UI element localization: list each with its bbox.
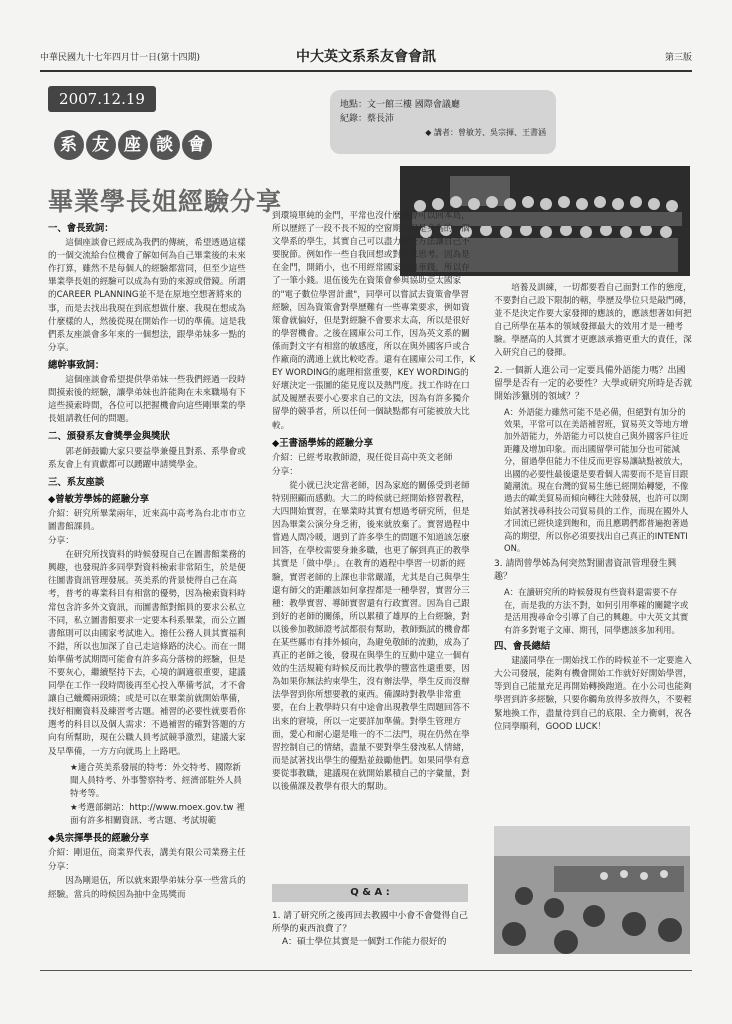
date-badge: 2007.12.19 bbox=[48, 86, 156, 112]
event-info-box bbox=[330, 90, 556, 154]
header-newsletter-title: 中大英文系系友會會訊 bbox=[296, 49, 436, 65]
section-title-char: 座 bbox=[118, 130, 148, 160]
paragraph: 建議同學在一開始找工作的時候並不一定要進入大公司發展，能夠有機會開始工作就好好開始學習，等到自己能量充足再開始轉換跑道。在小公司也能夠學習到許多經驗，只要你觸角放得多放得久，不要輕緊地換工作，盡量待到自己的底限、全力衝刺，祝各位同學順利，GOOD LUCK！ bbox=[494, 656, 692, 732]
qa-first-question bbox=[272, 910, 474, 949]
qa-question-1: 1. 請了研究所之後再回去教國中小會不會覺得自己所學的東西浪費了？ bbox=[272, 911, 468, 934]
main-title: 畢業學長姐經驗分享 bbox=[48, 187, 283, 216]
column-1 bbox=[48, 218, 248, 905]
heading-speaker-1: ◆曾敏芳學姊的經驗分享 bbox=[48, 493, 149, 505]
event-location: 地點：文一館三樓 國際會議廳 bbox=[340, 100, 460, 110]
paragraph: 到環境單純的金門，平常也沒什麼機會可以回本島，所以歷經了一段不長不短的空窗期，但是身為的一個文學系的學生，其實自己可以盡力找些方法讓自己不要脫節。例如作一些自我回想或對未來思考。因為是在金門，開銷小，也不用經常國家支出車錢，所以存了一筆小錢。退伍後先在資策會參與協助亞太國家的"電子數位學習計畫"，同學可以嘗試去資策會學習經驗，因為資策會對學歷難有一些專業要求，例如資策會就偏好，但是對經驗不會要求太高，所以是很好的學習機會。之後在國庫公司工作，因為英文系的關係而對文字有相當的敏感度，所以在與外國客戶或合作廠商的溝通上就比較吃香。還有在國庫公司工作，KEY WORDING的處理相當重要，KEY WORDING的好壞決定一張圖的能見度以及熱門度。找工作時在口試及履歷表要小心要求自己的文法，因為有許多獨介留學的競爭者，所以任何一個缺點都有可能被放大比較。 bbox=[272, 211, 476, 431]
heading-secretary-remarks: 總幹事致詞： bbox=[48, 359, 105, 371]
section-title-char: 會 bbox=[182, 130, 212, 160]
header-rule bbox=[40, 70, 692, 72]
section-title-char: 友 bbox=[86, 130, 116, 160]
heading-alumni-talk: 三、系友座談 bbox=[48, 476, 105, 488]
section-title bbox=[54, 130, 214, 160]
heading-speaker-2: ◆吳宗揮學長的經驗分享 bbox=[48, 833, 149, 845]
share-label: 分享： bbox=[48, 862, 74, 873]
column-2 bbox=[272, 210, 476, 797]
paragraph: 因為剛退伍，所以就來跟學弟妹分享一些當兵的經驗。當兵的時候因為抽中金馬獎而 bbox=[48, 876, 246, 900]
paragraph: 在研究所找資料的時候發現自己在圖書館業務的興趣，也發現許多同學對資料檢索非常陌生，於是便往圖書資訊管理發展。英美系的背景使得自己在高考，普考的專業科目有相當的優勢，因為檢索資料時常包含許多外文資訊，而圖書館對館員的要求公私立不同，私立圖書館要求一定要本科系畢業，而公立圖書館則可以由國家考試進入。擔任公務人員其實福利不錯，所以也加深了自己走這條路的決心。而在一開始準備考試期間可能會有許多高分落榜的經驗，但是不要灰心，繼續堅持下去，心境的調適很重要，建議同學在工作一段時間後再至心投入準備考試，才不會讓自己蠟燭兩頭燒；或是可以在畢業前就開始準備，找好相關資料及練習考古題。補習的必要性就要看你選考的科目以及個人需求：不過補習的確對答題的方向有所幫助，現在公職人員考試競爭激烈，建議大家及早準備，一方方向就馬上上路吧。 bbox=[48, 550, 246, 757]
paragraph: 這個座談會希望提供學弟妹一些我們經過一段時間摸索後的經驗，讓學弟妹也許能夠在未來職場有下這些摸索時間，各位可以把握機會向這些剛畢業的學長姐請教任何的問題。 bbox=[48, 375, 246, 425]
heading-closing-remarks: 四、會長總結 bbox=[494, 641, 551, 653]
heading-scholarship: 二、頒發系友會獎學金與獎狀 bbox=[48, 431, 170, 443]
qa-question-2: 2. 一個新人進公司一定要具備外語能力嗎？出國留學是否有一定的必要性？大學或研究所時是否就開始涉獵別的領域？？ bbox=[494, 365, 693, 402]
article-banner bbox=[48, 86, 283, 222]
speaker-intro: 介紹：剛退伍，商業界代表，講美有限公司業務主任 bbox=[48, 848, 246, 859]
footer-rule bbox=[40, 970, 692, 971]
seminar-photo-image bbox=[494, 826, 690, 954]
qa-heading: Q & A : bbox=[272, 884, 468, 902]
share-label: 分享： bbox=[48, 536, 74, 547]
heading-speaker-3: ◆王書涵學姊的經驗分享 bbox=[272, 437, 373, 449]
header-date-issue: 中華民國九十七年四月廿一日(第十四期) bbox=[40, 53, 201, 63]
speaker-intro: 介紹：研究所畢業兩年，近來高中高考為台北市市立圖書館課員。 bbox=[48, 508, 246, 532]
qa-answer-3: A：在讀研究所的時候發現有些資料還需要不存在，而是我的方法不對，如何引用準確的關鍵字或是活用搜尋命令引導了自己的興趣。中大英文其實有許多對電子文庫、期刊，同學應該多加利用。 bbox=[504, 587, 689, 635]
header-page-number: 第三版 bbox=[664, 53, 692, 63]
section-title-char: 系 bbox=[54, 130, 84, 160]
qa-answer-1: A：碩士學位其實是一個對工作能力很好的 bbox=[282, 937, 447, 947]
paragraph: 這個座談會已經成為我們的傳統，希望透過這樣的一個交流給台位機會了解如何為自己畢業後的未來作打算，雖然不是每個人的經驗都當同，但至少這些畢業學長姐的經驗可以成為有勁的來源或借鏡。所謂的CAREER PLANNING並不是在原地空想著將來的事，而是去找出我現在到底想做什麼、我現在想成為什麼樣的人，然後從現在開始作一切的準備。這是我們系友座談會多年來的一個想法，跟學弟妹多一點的分享。 bbox=[48, 238, 246, 353]
qa-question-3: 3. 請問曾學姊為何突然對圖書資訊管理發生興趣？ bbox=[494, 559, 677, 583]
seminar-photo bbox=[494, 826, 690, 954]
page-header bbox=[40, 46, 692, 68]
event-recorder: 紀錄：蔡長沛 bbox=[340, 114, 395, 124]
event-speakers: ◆ 講者：曾敏芳、吳宗揮、王書涵 bbox=[425, 128, 546, 137]
paragraph: 培養及訓練，一切都要看自己面對工作的態度，不要對自己設下限制的轄，學歷及學位只是敲門磚，並不是決定作要大家發揮的應該的，應該想著如何把自己所學在基本的領域發揮最大的效用才是一種考驗。學歷高的人其實才更應該承擔更重大的責任，深入研究自己的發揮。 bbox=[494, 283, 692, 359]
exam-website-note: ★考選部網站：http://www.moex.gov.tw 裡面有許多相關資訊、考古題、考試規範 bbox=[70, 802, 245, 827]
heading-president-remarks: 一、會長致詞： bbox=[48, 223, 114, 234]
speaker-intro: 介紹：已經考取教師證，現任從目高中英文老師 bbox=[272, 452, 453, 463]
paragraph: 從小就已決定當老師，因為家庭的關係受到老師特別照顧而感動。大二的時候就已經開始修習教程，大四開始實習，在畢業時其實有想過考研究所，但是因為畢業公演分身乏術，後來就放棄了。實習過程中嘗過人間冷暖，遇到了許多學生的問題不知道該怎麼回答，在學校需要身兼多職，也更了解到真正的教學其實是「做中學」。在教育的過程中學習一切新的經驗，實習老師的上課也非常嚴謹，尤其是自己與學生還有師父的距離該如何拿捏都是一種學習，實習分三種：教學實習、導師實習還有行政實習。因為自己跟到好的老師的關係，所以累積了雄厚的上台經驗，對以後參加教師證考試都很有幫助，教師甄試的機會都在某些縣市有排外傾向，為避免敬師的流動，成為了真正的老師之後，發現在與學生的互動中建立一個有效的生活規範有時候反而比教學的豐富性還重要，因為如果你無法約束學生，沒有辦法學，學生反而沒辦法學習到你所想要教的東西。備課時對教學非常重要，在台上教學時只有中途會出現教學生問題回答不出來的窘境，所以一定要詳加準備。對學生管理方面，愛心和耐心還是唯一的不二法門，現在仍然在學習控制自己的情緒，盡量不要對學生發洩私人情緒，而是試著找出學生的優點並鼓勵他們。如果同學有意要從事教職，建議現在就開始累積自己的字彙量，對以後備課及教學有很大的幫助。 bbox=[272, 480, 470, 793]
column-3 bbox=[494, 282, 692, 737]
qa-answer-2: A：外語能力雖然可能不是必備，但絕對有加分的效果，平常可以在美語補習班，貿易英文等地方增加外語能力，外語能力可以使自己與外國客戶往近距離及增加印象。而出國留學可能加分也可能減分，留過學但能力不佳反而更容易讓缺點被放大，出國的必要性最後還是要看個人需要而不是盲目跟隨潮流。現在台灣的貿易生態已經開始轉變，不像過去的歐美貿易而傾向轉往大陸發展，也許可以開始試著找尋科技公司貿易員的工作，而現在國外人才回流已經快達到飽和，而且應聘們都普遍抱著過高的期望，所以你必須要找出自己真正的INTENTION。 bbox=[504, 406, 689, 554]
paragraph: 郭老師鼓勵大家只要益學兼優且對系、系學會或系友會上有貢獻都可以踴躍申請獎學金。 bbox=[48, 446, 246, 470]
special-exams-note: ★適合英美系發展的特考：外交特考、國際新聞人員特考、外事警察特考、經濟部駐外人員特考等。 bbox=[70, 762, 242, 799]
share-label: 分享： bbox=[272, 466, 298, 477]
section-title-char: 談 bbox=[150, 130, 180, 160]
